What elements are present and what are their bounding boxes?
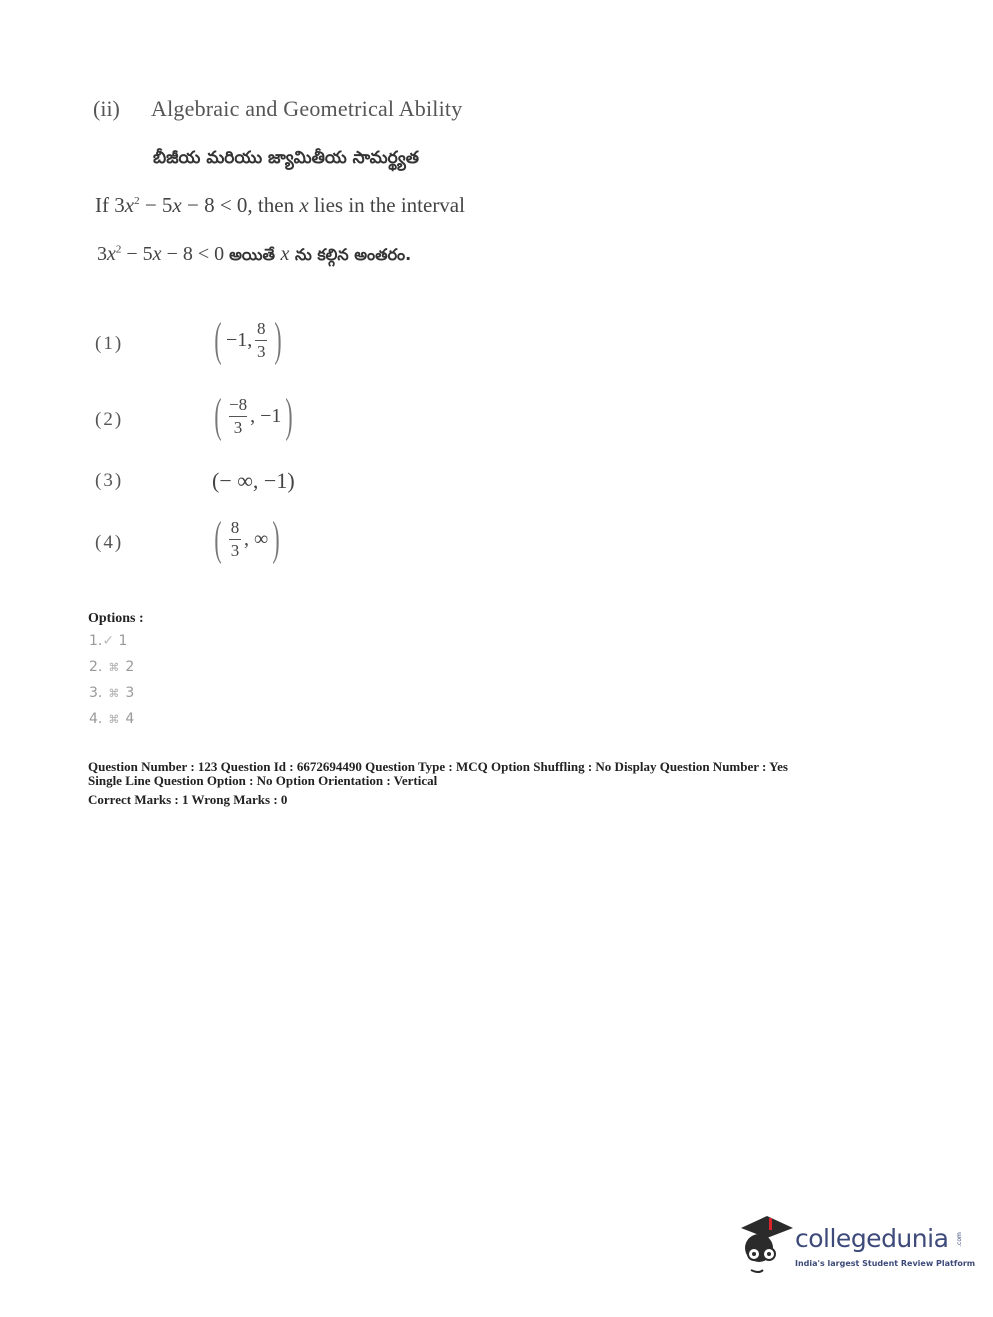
question-meta-line2: Single Line Question Option : No Option Orientation : Vertical <box>88 773 438 788</box>
question-telugu: $3x^2 - 5x - 8 < 0$ అయితే x ను కల్గిన అంతరం. <box>97 243 412 265</box>
cross-icon: ⌘ <box>108 661 120 674</box>
option-row-4: 4. ⌘ 4 <box>89 711 135 727</box>
logo-suffix: .com <box>955 1232 963 1247</box>
choice-math-4: ( $\frac{8}{3}$ , ∞ ) <box>214 512 280 565</box>
choice-label-2: (2) <box>95 409 124 430</box>
logo-name: collegedunia <box>795 1224 949 1253</box>
section-number: (ii) <box>93 96 120 121</box>
question-english: If $3x^2 - 5x - 8 < 0$, then x lies in the interval <box>95 193 465 217</box>
cross-icon: ⌘ <box>108 713 120 726</box>
choice-label-1: (1) <box>95 333 124 354</box>
cross-icon: ⌘ <box>108 687 120 700</box>
section-title-telugu: బీజీయ మరియు జ్యామితీయ సామర్థ్యత <box>153 148 419 168</box>
question-meta-line3: Correct Marks : 1 Wrong Marks : 0 <box>88 792 288 807</box>
logo-tagline: India's largest Student Review Platform <box>795 1259 976 1268</box>
choice-math-2: ( $\frac{-8}{3}$ , −1 ) <box>214 389 293 442</box>
choice-math-3: (− ∞, −1) <box>212 468 295 493</box>
options-heading: Options : <box>88 611 144 626</box>
check-icon: ✓ <box>102 633 115 649</box>
choice-label-4: (4) <box>95 532 124 553</box>
option-row-3: 3. ⌘ 3 <box>89 685 135 701</box>
question-meta-line1: Question Number : 123 Question Id : 6672694490 Question Type : MCQ Option Shuffling : No Display Question Number : Yes <box>88 759 788 774</box>
option-row-2: 2. ⌘ 2 <box>89 659 135 675</box>
section-title: Algebraic and Geometrical Ability <box>151 96 463 121</box>
option-row-1: 1.✓ 1 <box>89 633 128 649</box>
choice-math-1: ( −1, $\frac{8}{3}$ ) <box>214 313 282 366</box>
choice-label-3: (3) <box>95 470 124 491</box>
